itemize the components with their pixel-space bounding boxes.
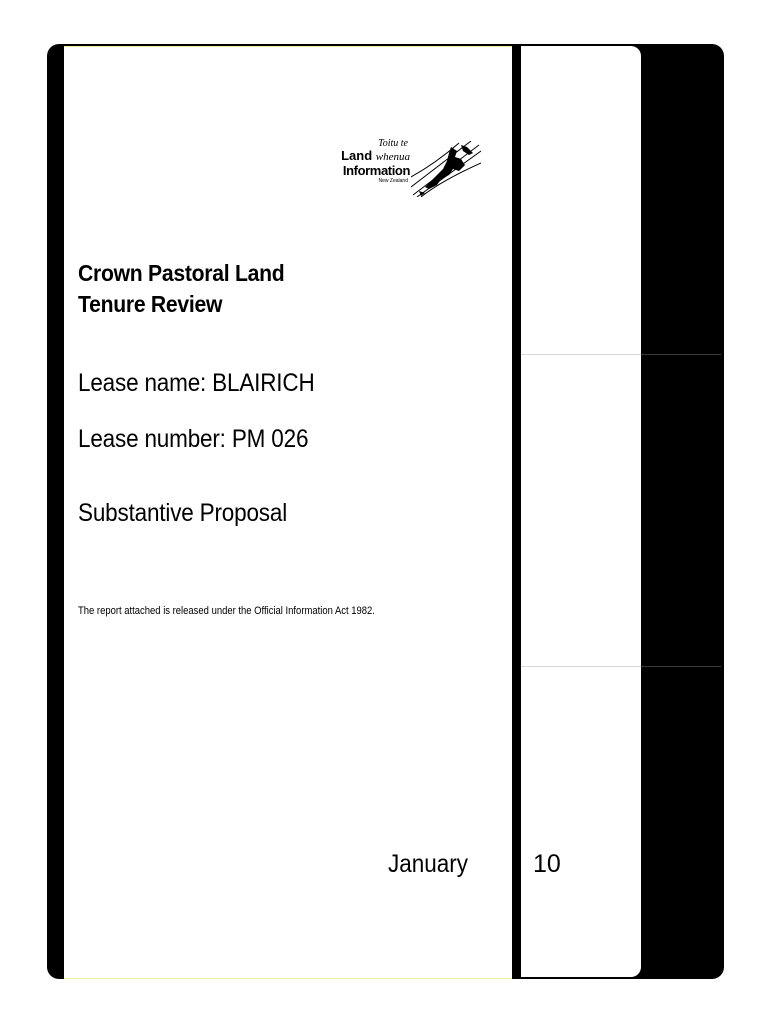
date-year: 10 <box>533 850 561 878</box>
date-month: January <box>387 850 468 878</box>
logo-line-3: Information <box>342 163 410 178</box>
document-title <box>78 258 284 320</box>
logo-text <box>316 139 410 184</box>
logo-line-4: New Zealand <box>378 178 408 184</box>
frame-divider <box>641 354 721 355</box>
logo-whenua: whenua <box>375 151 410 163</box>
lease-number: Lease number: PM 026 <box>78 425 309 453</box>
linz-logo <box>316 139 484 201</box>
tab-divider <box>521 666 641 667</box>
new-zealand-map-icon <box>411 141 481 197</box>
tab-divider <box>521 354 641 355</box>
document-type: Substantive Proposal <box>78 499 288 527</box>
logo-line-2 <box>316 149 410 164</box>
logo-land: Land <box>341 148 373 163</box>
logo-line-1: Toitu te <box>378 138 408 149</box>
lease-name: Lease name: BLAIRICH <box>78 369 315 397</box>
frame-divider <box>641 666 721 667</box>
side-tab <box>521 46 641 977</box>
title-line-1: Crown Pastoral Land <box>78 260 285 286</box>
title-line-2: Tenure Review <box>78 291 223 317</box>
release-note: The report attached is released under the Official Information Act 1982. <box>78 605 375 617</box>
